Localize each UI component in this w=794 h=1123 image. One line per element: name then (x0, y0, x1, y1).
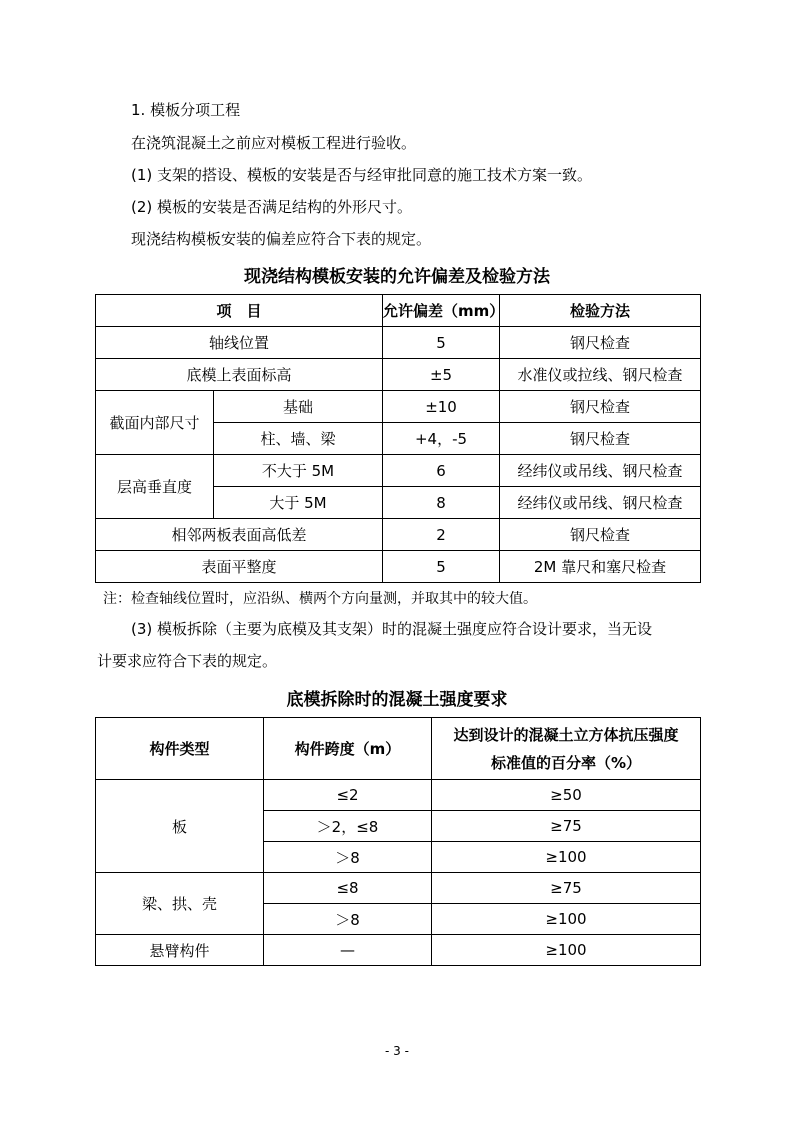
cell-value: 5 (383, 327, 500, 359)
header-strength-line1: 达到设计的混凝土立方体抗压强度 (453, 725, 679, 744)
table-header-row (96, 718, 701, 780)
paragraph: 现浇结构模板安装的偏差应符合下表的规定。 (131, 230, 432, 248)
cell-method: 水准仪或拉线、钢尺检查 (500, 359, 701, 391)
cell-group: 层高垂直度 (96, 455, 214, 519)
paragraph: (2) 模板的安装是否满足结构的外形尺寸。 (131, 198, 413, 216)
strength-table (95, 717, 701, 966)
cell-value: 2 (383, 519, 500, 551)
cell-strength: ≥100 (432, 904, 701, 935)
header-strength-line2: 标准值的百分率（%） (490, 753, 642, 772)
table-row (96, 519, 701, 551)
tolerance-table (95, 294, 701, 583)
table-row (96, 455, 701, 487)
table-row (96, 391, 701, 423)
cell-type: 板 (96, 780, 264, 873)
header-span: 构件跨度（m） (264, 718, 432, 780)
table2-title: 底模拆除时的混凝土强度要求 (286, 690, 508, 710)
cell-method: 经纬仪或吊线、钢尺检查 (500, 487, 701, 519)
cell-strength: ≥100 (432, 842, 701, 873)
cell-group: 截面内部尺寸 (96, 391, 214, 455)
cell-method: 2M 靠尺和塞尺检查 (500, 551, 701, 583)
cell-item: 表面平整度 (96, 551, 383, 583)
table1-title: 现浇结构模板安装的允许偏差及检验方法 (244, 267, 550, 287)
cell-type: 梁、拱、壳 (96, 873, 264, 935)
cell-item: 轴线位置 (96, 327, 383, 359)
cell-value: ±5 (383, 359, 500, 391)
cell-strength: ≥100 (432, 935, 701, 966)
cell-method: 钢尺检查 (500, 391, 701, 423)
cell-value: ±10 (383, 391, 500, 423)
paragraph: 在浇筑混凝土之前应对模板工程进行验收。 (131, 134, 417, 152)
table-header-row (96, 295, 701, 327)
cell-item: 底模上表面标高 (96, 359, 383, 391)
table-row (96, 359, 701, 391)
cell-type: 悬臂构件 (96, 935, 264, 966)
paragraph: (3) 模板拆除（主要为底模及其支架）时的混凝土强度应符合设计要求，当无设 (131, 620, 653, 638)
cell-method: 经纬仪或吊线、钢尺检查 (500, 455, 701, 487)
cell-subitem: 柱、墙、梁 (214, 423, 383, 455)
header-strength (432, 718, 701, 780)
cell-strength: ≥75 (432, 873, 701, 904)
paragraph: 计要求应符合下表的规定。 (97, 652, 278, 670)
cell-method: 钢尺检查 (500, 519, 701, 551)
cell-subitem: 不大于 5M (214, 455, 383, 487)
cell-span: ＞8 (264, 842, 432, 873)
cell-item: 相邻两板表面高低差 (96, 519, 383, 551)
cell-value: +4，-5 (383, 423, 500, 455)
table-row (96, 873, 701, 904)
cell-value: 5 (383, 551, 500, 583)
table-note: 注：检查轴线位置时，应沿纵、横两个方向量测，并取其中的较大值。 (103, 591, 537, 607)
cell-span: — (264, 935, 432, 966)
cell-strength: ≥50 (432, 780, 701, 811)
cell-span: ＞8 (264, 904, 432, 935)
cell-strength: ≥75 (432, 811, 701, 842)
cell-subitem: 大于 5M (214, 487, 383, 519)
cell-value: 8 (383, 487, 500, 519)
table-row (96, 935, 701, 966)
table-row (96, 327, 701, 359)
cell-span: ≤8 (264, 873, 432, 904)
table-row (96, 551, 701, 583)
cell-method: 钢尺检查 (500, 423, 701, 455)
header-method: 检验方法 (500, 295, 701, 327)
cell-span: ＞2，≤8 (264, 811, 432, 842)
section-heading: 1. 模板分项工程 (131, 101, 241, 119)
cell-value: 6 (383, 455, 500, 487)
header-deviation: 允许偏差（mm） (383, 295, 500, 327)
paragraph: (1) 支架的搭设、模板的安装是否与经审批同意的施工技术方案一致。 (131, 166, 593, 184)
header-type: 构件类型 (96, 718, 264, 780)
page-number: - 3 - (385, 1044, 409, 1058)
header-item: 项 目 (96, 295, 383, 327)
cell-subitem: 基础 (214, 391, 383, 423)
cell-span: ≤2 (264, 780, 432, 811)
cell-method: 钢尺检查 (500, 327, 701, 359)
table-row (96, 780, 701, 811)
